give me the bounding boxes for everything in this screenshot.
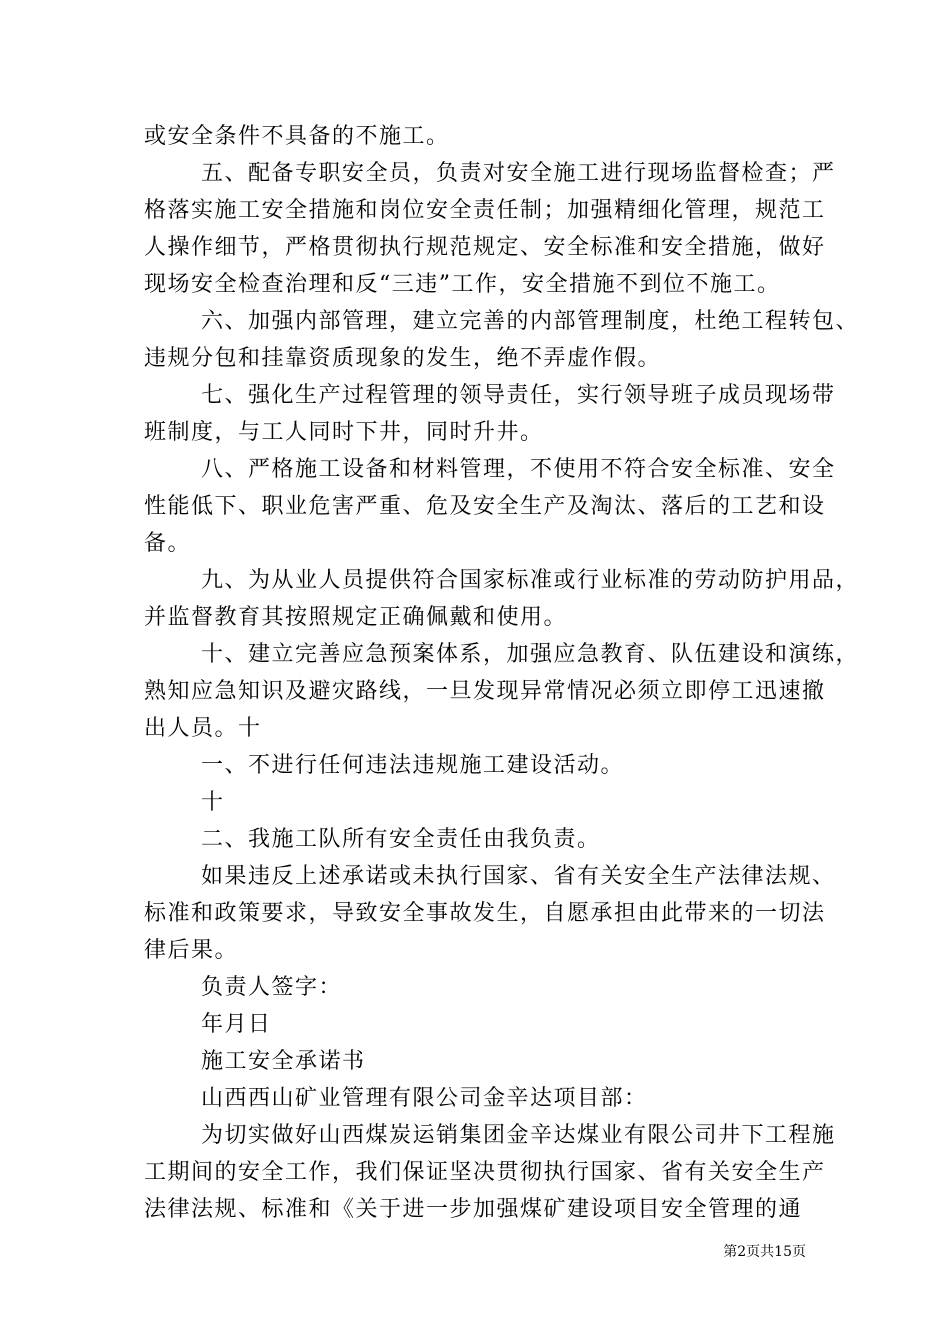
section-title: 施工安全承诺书 xyxy=(201,1049,366,1074)
text-line: 性能低下、职业危害严重、危及安全生产及淘汰、落后的工艺和设 xyxy=(144,494,826,519)
page-number-suffix: 页 xyxy=(792,1244,806,1260)
text-line: 标准和政策要求，导致安全事故发生，自愿承担由此带来的一切法 xyxy=(144,901,826,926)
text-line: 违规分包和挂靠资质现象的发生，绝不弄虚作假。 xyxy=(144,346,662,371)
text-line: 并监督教育其按照规定正确佩戴和使用。 xyxy=(144,605,568,630)
text-line: 律后果。 xyxy=(144,938,239,963)
text-line: 现场安全检查治理和反“三违”工作，安全措施不到位不施工。 xyxy=(144,272,781,297)
text-line: 格落实施工安全措施和岗位安全责任制；加强精细化管理，规范工 xyxy=(144,198,826,223)
text-line: 人操作细节，严格贯彻执行规范规定、安全标准和安全措施，做好 xyxy=(144,235,826,260)
date-line: 年月日 xyxy=(201,1012,272,1037)
text-line: 九、为从业人员提供符合国家标准或行业标准的劳动防护用品， xyxy=(201,568,860,593)
text-line: 二、我施工队所有安全责任由我负责。 xyxy=(201,827,601,852)
text-line: 工期间的安全工作，我们保证坚决贯彻执行国家、省有关安全生产 xyxy=(144,1160,826,1185)
text-line: 或安全条件不具备的不施工。 xyxy=(144,124,450,149)
current-page-number: 2 xyxy=(737,1244,747,1260)
page-number-prefix: 第 xyxy=(723,1244,738,1260)
text-line: 备。 xyxy=(144,531,192,556)
text-line: 熟知应急知识及避灾路线，一旦发现异常情况必须立即停工迅速撤 xyxy=(144,679,826,704)
text-line: 法律法规、标准和《关于进一步加强煤矿建设项目安全管理的通 xyxy=(144,1197,803,1222)
text-line: 一、不进行任何违法违规施工建设活动。 xyxy=(201,753,625,778)
text-line: 八、严格施工设备和材料管理，不使用不符合安全标准、安全 xyxy=(201,457,836,482)
text-line: 十、建立完善应急预案体系，加强应急教育、队伍建设和演练， xyxy=(201,642,860,667)
signature-label: 负责人签字： xyxy=(201,975,343,1000)
text-line: 如果违反上述承诺或未执行国家、省有关安全生产法律法规、 xyxy=(201,864,836,889)
text-line: 班制度，与工人同时下井，同时升井。 xyxy=(144,420,544,445)
document-body xyxy=(144,118,860,1228)
text-line: 七、强化生产过程管理的领导责任，实行领导班子成员现场带 xyxy=(201,383,836,408)
text-line: 出人员。十 xyxy=(144,716,262,741)
total-pages-number: 15 xyxy=(774,1244,792,1260)
page-number-middle: 页共 xyxy=(746,1244,775,1260)
text-line: 为切实做好山西煤炭运销集团金辛达煤业有限公司井下工程施 xyxy=(201,1123,836,1148)
text-line: 六、加强内部管理，建立完善的内部管理制度，杜绝工程转包、 xyxy=(201,309,860,334)
page-footer xyxy=(723,1243,806,1261)
addressee-line: 山西西山矿业管理有限公司金辛达项目部： xyxy=(201,1086,648,1111)
text-line: 五、配备专职安全员，负责对安全施工进行现场监督检查；严 xyxy=(201,161,836,186)
text-line: 十 xyxy=(201,790,225,815)
